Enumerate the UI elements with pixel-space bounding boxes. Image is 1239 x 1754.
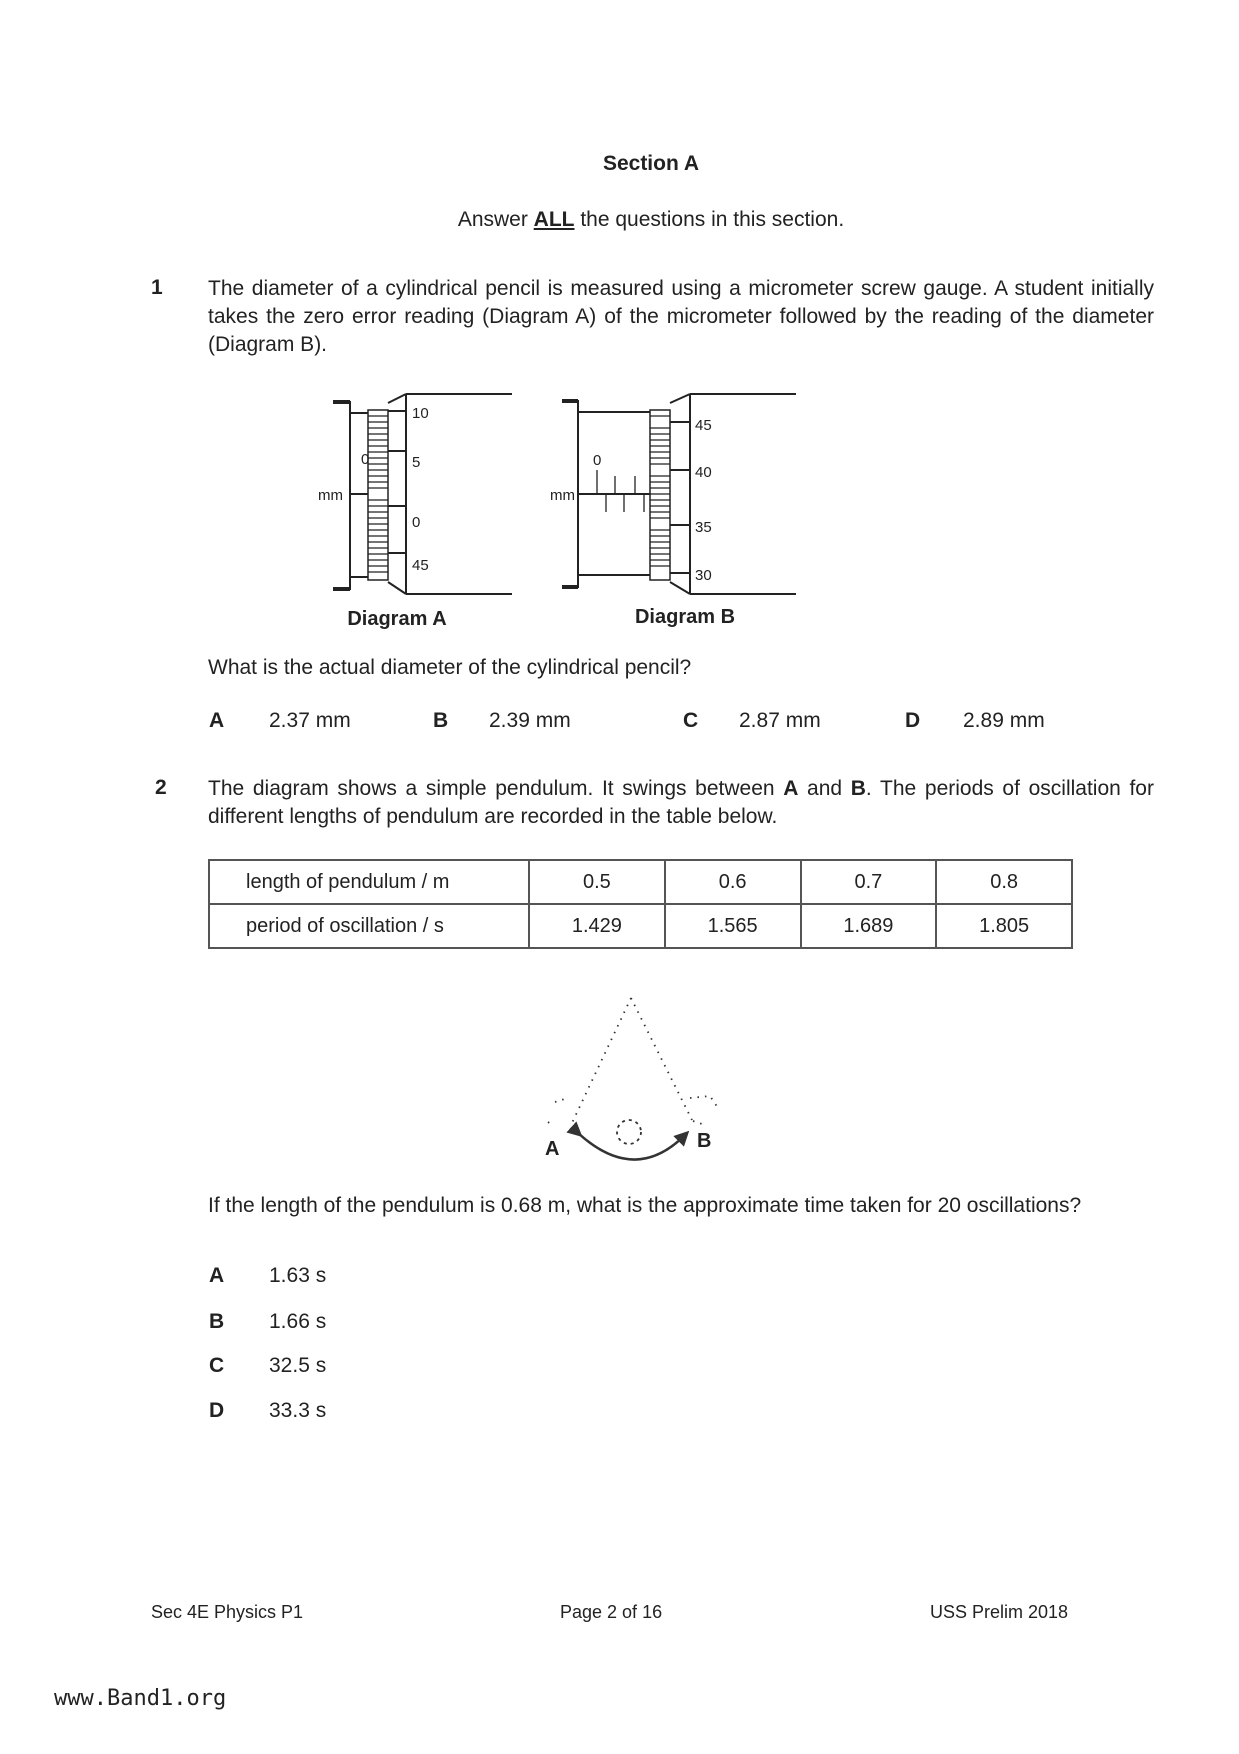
footer-left: Sec 4E Physics P1 xyxy=(151,1602,304,1622)
table-cell: 1.429 xyxy=(529,904,665,948)
watermark: www.Band1.org xyxy=(54,1686,227,1711)
micrometer-diagrams xyxy=(300,370,980,640)
thimble-label: 45 xyxy=(695,417,712,434)
unit-label: mm xyxy=(318,487,343,504)
sleeve-zero-label: 0 xyxy=(593,452,602,469)
option-letter: A xyxy=(209,709,225,732)
thimble-label: 40 xyxy=(695,464,712,481)
thimble-label: 45 xyxy=(412,557,429,574)
question-number: 1 xyxy=(151,276,163,299)
option-letter: B xyxy=(209,1310,225,1333)
table-cell: 1.565 xyxy=(665,904,801,948)
option-d[interactable]: 2.89 mm xyxy=(963,709,1045,732)
thimble-label: 30 xyxy=(695,567,712,584)
table-row xyxy=(209,860,1072,904)
table-row xyxy=(209,904,1072,948)
swing-arrow xyxy=(578,1133,685,1160)
thimble-label: 10 xyxy=(412,405,429,422)
question-text: The diagram shows a simple pendulum. It swings between A and B. The periods of oscillation for different lengths of pendulum are recorded in the table below. xyxy=(208,777,1154,828)
option-b[interactable]: 2.39 mm xyxy=(489,709,571,732)
pendulum-data-table xyxy=(208,859,1073,949)
thimble-label: 5 xyxy=(412,454,421,471)
thimble-label: 0 xyxy=(412,514,421,531)
table-cell: 0.7 xyxy=(801,860,937,904)
row-header: period of oscillation / s xyxy=(209,904,529,948)
label-a: A xyxy=(545,1138,560,1160)
question-prompt: What is the actual diameter of the cylindrical pencil? xyxy=(208,656,692,679)
option-c[interactable]: 2.87 mm xyxy=(739,709,821,732)
pendulum-bob xyxy=(617,1120,641,1144)
table-cell: 0.8 xyxy=(936,860,1072,904)
option-a[interactable]: 2.37 mm xyxy=(269,709,351,732)
instruction xyxy=(0,208,1239,232)
instruction-text: Answer xyxy=(457,208,534,231)
option-letter: D xyxy=(905,709,921,732)
footer-right: USS Prelim 2018 xyxy=(930,1602,1069,1622)
thimble-label: 35 xyxy=(695,519,712,536)
label-b: B xyxy=(697,1130,712,1152)
option-letter: C xyxy=(683,709,699,732)
pendulum-string xyxy=(548,998,718,1125)
micrometer-diagram-b xyxy=(562,394,796,594)
sleeve-zero-label: 0 xyxy=(361,451,370,468)
option-letter: A xyxy=(209,1264,225,1287)
table-cell: 0.5 xyxy=(529,860,665,904)
option-letter: D xyxy=(209,1399,225,1422)
footer-page: Page 2 of 16 xyxy=(560,1602,663,1622)
option-letter: C xyxy=(209,1354,225,1377)
option-letter: B xyxy=(433,709,449,732)
unit-label: mm xyxy=(550,487,575,504)
option-a[interactable]: 1.63 s xyxy=(269,1264,327,1287)
table-cell: 1.805 xyxy=(936,904,1072,948)
question-text: The diameter of a cylindrical pencil is measured using a micrometer screw gauge. A student initially takes the zero error reading (Diagram A) of the micrometer followed by the reading of the diameter (Diagram B). xyxy=(208,277,1154,356)
table-cell: 0.6 xyxy=(665,860,801,904)
diagram-a-caption: Diagram A xyxy=(347,608,447,630)
instruction-emphasis: ALL xyxy=(533,208,575,231)
section-title: Section A xyxy=(602,152,700,175)
pendulum-diagram xyxy=(500,980,760,1180)
option-d[interactable]: 33.3 s xyxy=(269,1399,327,1422)
option-c[interactable]: 32.5 s xyxy=(269,1354,327,1377)
table-cell: 1.689 xyxy=(801,904,937,948)
diagram-b-caption: Diagram B xyxy=(634,606,736,628)
instruction-text: the questions in this section. xyxy=(574,208,845,231)
row-header: length of pendulum / m xyxy=(209,860,529,904)
option-b[interactable]: 1.66 s xyxy=(269,1310,327,1333)
question-number: 2 xyxy=(155,776,167,799)
question-prompt: If the length of the pendulum is 0.68 m, what is the approximate time taken for 20 oscillations? xyxy=(208,1194,1082,1217)
